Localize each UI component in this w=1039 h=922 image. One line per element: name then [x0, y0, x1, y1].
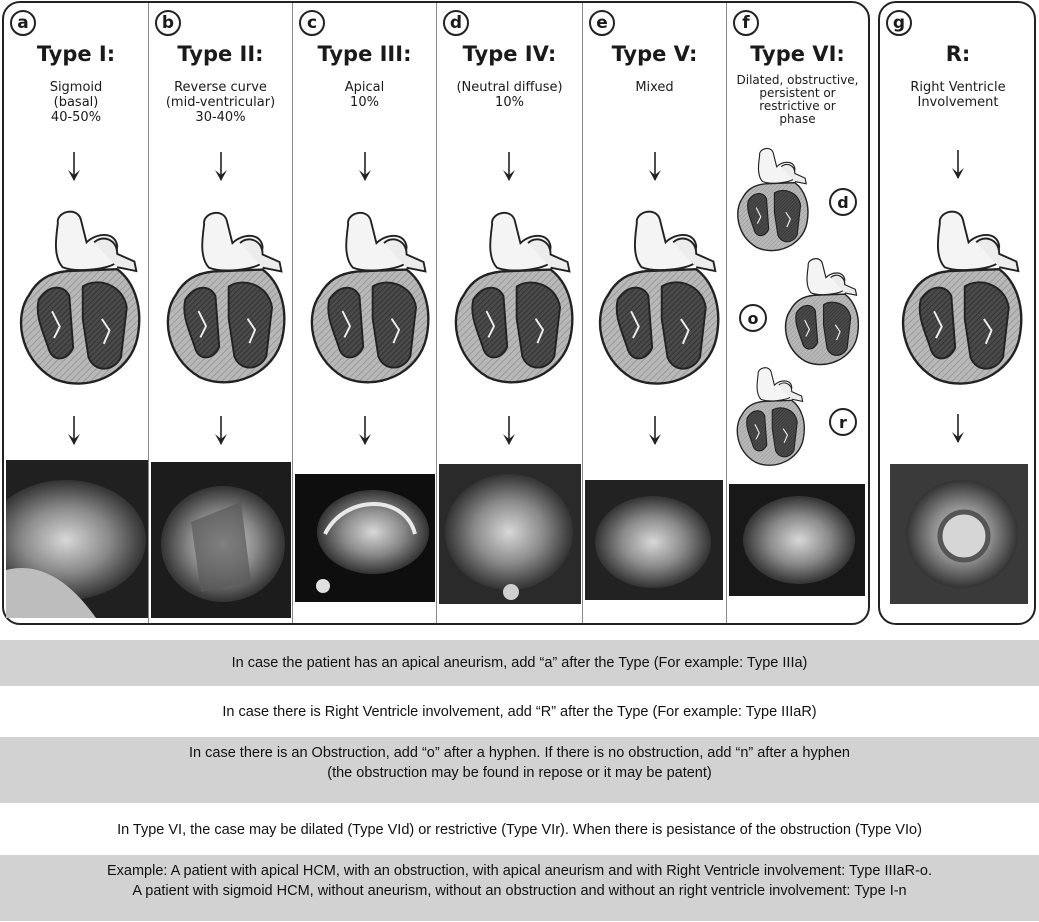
column-letter-badge: b	[155, 10, 181, 36]
down-arrow-icon	[647, 152, 663, 182]
heart-illustration-restrictive	[731, 362, 807, 468]
type-title: Type II:	[177, 42, 264, 66]
down-arrow-icon	[357, 416, 373, 446]
type-description: (Neutral diffuse) 10%	[456, 80, 563, 110]
heart-illustration	[10, 200, 144, 390]
down-arrow-icon	[213, 416, 229, 446]
down-arrow-icon	[357, 152, 373, 182]
down-arrow-icon	[66, 416, 82, 446]
subtype-badge-d: d	[829, 188, 857, 216]
column-type-1	[4, 0, 148, 624]
mri-image	[729, 484, 865, 596]
note-example-line-2: A patient with sigmoid HCM, without aneurism, without an obstruction and without an right ventricle involvement: Type I-n	[132, 883, 907, 899]
mri-image	[585, 480, 723, 600]
heart-illustration	[445, 200, 577, 390]
mri-image	[151, 462, 291, 618]
mri-image	[439, 464, 581, 604]
type-description: Dilated, obstructive, persistent or restrictive or phase	[736, 73, 859, 126]
column-type-5	[583, 0, 726, 624]
type-description: Apical 10%	[344, 80, 385, 110]
column-right-ventricle	[880, 0, 1036, 624]
down-arrow-icon	[950, 414, 966, 444]
mri-image	[6, 460, 148, 618]
down-arrow-icon	[501, 416, 517, 446]
column-letter-badge: f	[733, 10, 759, 36]
type-description: Right Ventricle Involvement	[910, 80, 1006, 110]
column-letter-badge: c	[299, 10, 325, 36]
type-description: Sigmoid (basal) 40-50%	[49, 80, 103, 125]
column-type-3	[293, 0, 436, 624]
column-letter-badge: g	[886, 10, 912, 36]
heart-illustration-obstructive	[777, 254, 863, 366]
heart-illustration	[301, 200, 433, 390]
heart-illustration	[589, 200, 723, 390]
column-letter-badge: a	[10, 10, 36, 36]
note-example-line-1: Example: A patient with apical HCM, with an obstruction, with apical aneurism and with Right Ventricle involvement: Type IIIaR-o.	[106, 863, 933, 879]
down-arrow-icon	[213, 152, 229, 182]
subtype-badge-o: o	[739, 304, 767, 332]
note-example	[0, 855, 1039, 921]
type-title: Type V:	[611, 42, 698, 66]
heart-illustration	[892, 200, 1026, 390]
mri-image	[295, 474, 435, 602]
column-type-6	[727, 0, 868, 624]
down-arrow-icon	[66, 152, 82, 182]
note-aneurism: In case the patient has an apical aneurism, add “a” after the Type (For example: Type IIIa)	[0, 640, 1039, 686]
note-obstruction	[0, 737, 1039, 803]
heart-illustration-dilated	[731, 144, 811, 252]
type-title: R:	[945, 42, 971, 66]
mri-image	[890, 464, 1028, 604]
type-title: Type IV:	[462, 42, 557, 66]
note-right-ventricle: In case there is Right Ventricle involvement, add “R” after the Type (For example: Type IIIaR)	[222, 704, 817, 720]
type-description: Reverse curve (mid-ventricular) 30-40%	[165, 80, 276, 125]
column-type-4	[437, 0, 582, 624]
column-letter-badge: e	[589, 10, 615, 36]
type-title: Type III:	[317, 42, 412, 66]
note-type-vi: In Type VI, the case may be dilated (Type VId) or restrictive (Type VIr). When there is pesistance of the obstruction (Type VIo)	[117, 822, 922, 838]
column-type-2	[149, 0, 292, 624]
down-arrow-icon	[950, 150, 966, 180]
subtype-badge-r: r	[829, 408, 857, 436]
type-description: Mixed	[635, 80, 674, 95]
type-title: Type I:	[36, 42, 116, 66]
heart-illustration	[157, 200, 289, 390]
down-arrow-icon	[647, 416, 663, 446]
down-arrow-icon	[501, 152, 517, 182]
type-title: Type VI:	[750, 42, 845, 66]
note-obstruction-line-1: In case there is an Obstruction, add “o” after a hyphen. If there is no obstruction, add “n” after a hyphen	[189, 745, 850, 761]
column-letter-badge: d	[443, 10, 469, 36]
note-obstruction-line-2: (the obstruction may be found in repose or it may be patent)	[327, 765, 712, 781]
